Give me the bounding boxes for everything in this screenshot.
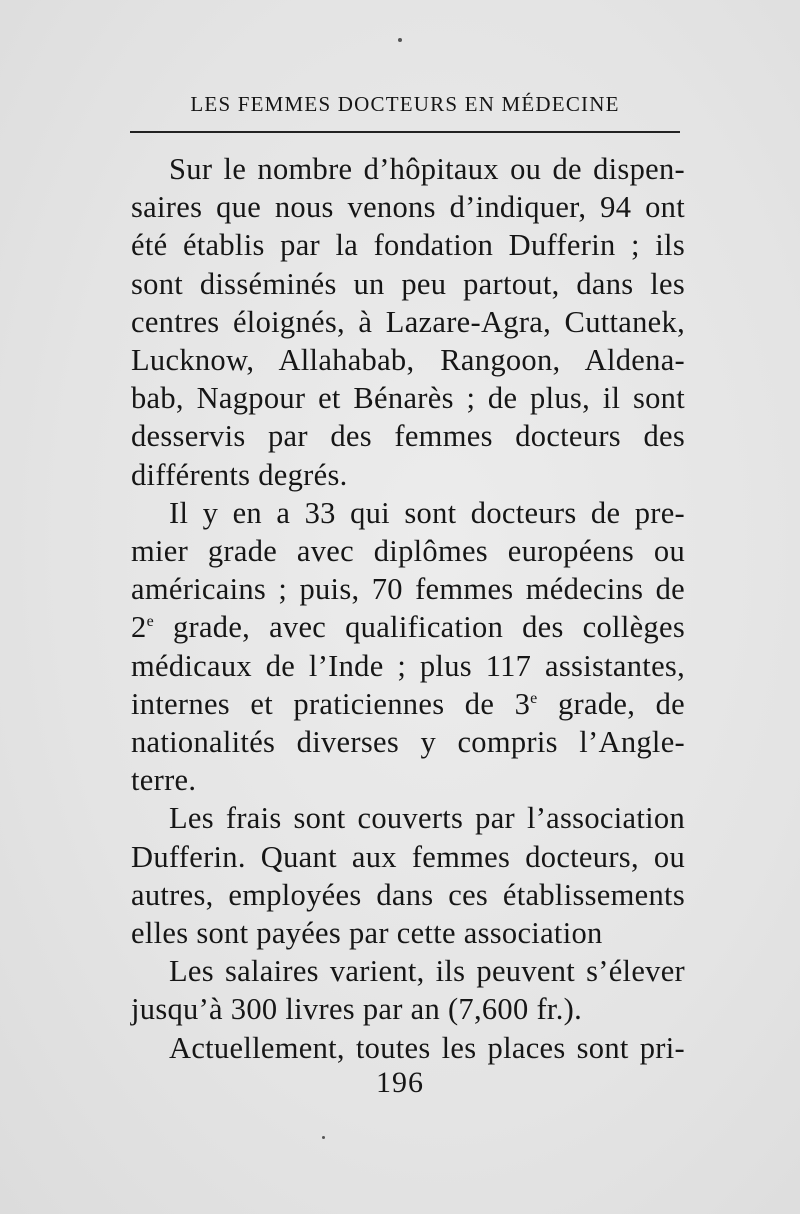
text-line: Lucknow, Allahabab, Rangoon, Aldena- xyxy=(131,343,685,378)
text-line: centres éloignés, à Lazare-Agra, Cuttanek, xyxy=(131,304,685,339)
paragraph xyxy=(131,1029,685,1067)
text-line: Dufferin. Quant aux femmes docteurs, ou xyxy=(131,839,685,874)
header-rule xyxy=(130,131,680,133)
text-line: autres, employées dans ces établissements xyxy=(131,877,685,912)
ink-speck xyxy=(398,38,402,42)
paragraph xyxy=(131,799,685,952)
text-line: Actuellement, toutes les places sont pri- xyxy=(169,1030,685,1065)
paragraph xyxy=(131,952,685,1028)
text-line: saires que nous venons d’indiquer, 94 ont xyxy=(131,190,685,225)
text-line: Sur le nombre d’hôpitaux ou de dispen- xyxy=(169,152,685,186)
text-line: médicaux de l’Inde ; plus 117 assistantes, xyxy=(131,648,685,683)
paragraph xyxy=(131,150,685,494)
running-header: LES FEMMES DOCTEURS EN MÉDECINE xyxy=(190,92,620,116)
text-line: nationalités diverses y compris l’Angle- xyxy=(131,725,685,760)
text-line: été établis par la fondation Dufferin ; ils xyxy=(131,228,685,263)
page-body xyxy=(131,150,685,1067)
text-line: mier grade avec diplômes européens ou xyxy=(131,534,685,569)
ordinal-superscript: e xyxy=(530,689,538,707)
ink-speck xyxy=(322,1136,325,1139)
text-line: jusqu’à 300 livres par an (7,600 fr.). xyxy=(131,992,582,1027)
text-line: elles sont payées par cette association xyxy=(131,916,603,951)
text-line: Il y en a 33 qui sont docteurs de pre- xyxy=(169,495,685,530)
text-line: 2e grade, avec qualification des collèges xyxy=(131,610,685,645)
page-number: 196 xyxy=(376,1066,424,1099)
text-line: différents degrés. xyxy=(131,457,348,492)
text-line: internes et praticiennes de 3e grade, de xyxy=(131,686,685,721)
text-line: américains ; puis, 70 femmes médecins de xyxy=(131,572,685,607)
text-line: desservis par des femmes docteurs des xyxy=(131,419,685,454)
text-line: sont disséminés un peu partout, dans les xyxy=(131,266,685,301)
paragraph xyxy=(131,494,685,800)
ordinal-superscript: e xyxy=(146,613,154,631)
text-line: Les frais sont couverts par l’association xyxy=(169,801,685,836)
text-line: terre. xyxy=(131,763,197,798)
text-line: Les salaires varient, ils peuvent s’élever xyxy=(169,954,685,989)
text-line: bab, Nagpour et Bénarès ; de plus, il sont xyxy=(131,381,685,416)
